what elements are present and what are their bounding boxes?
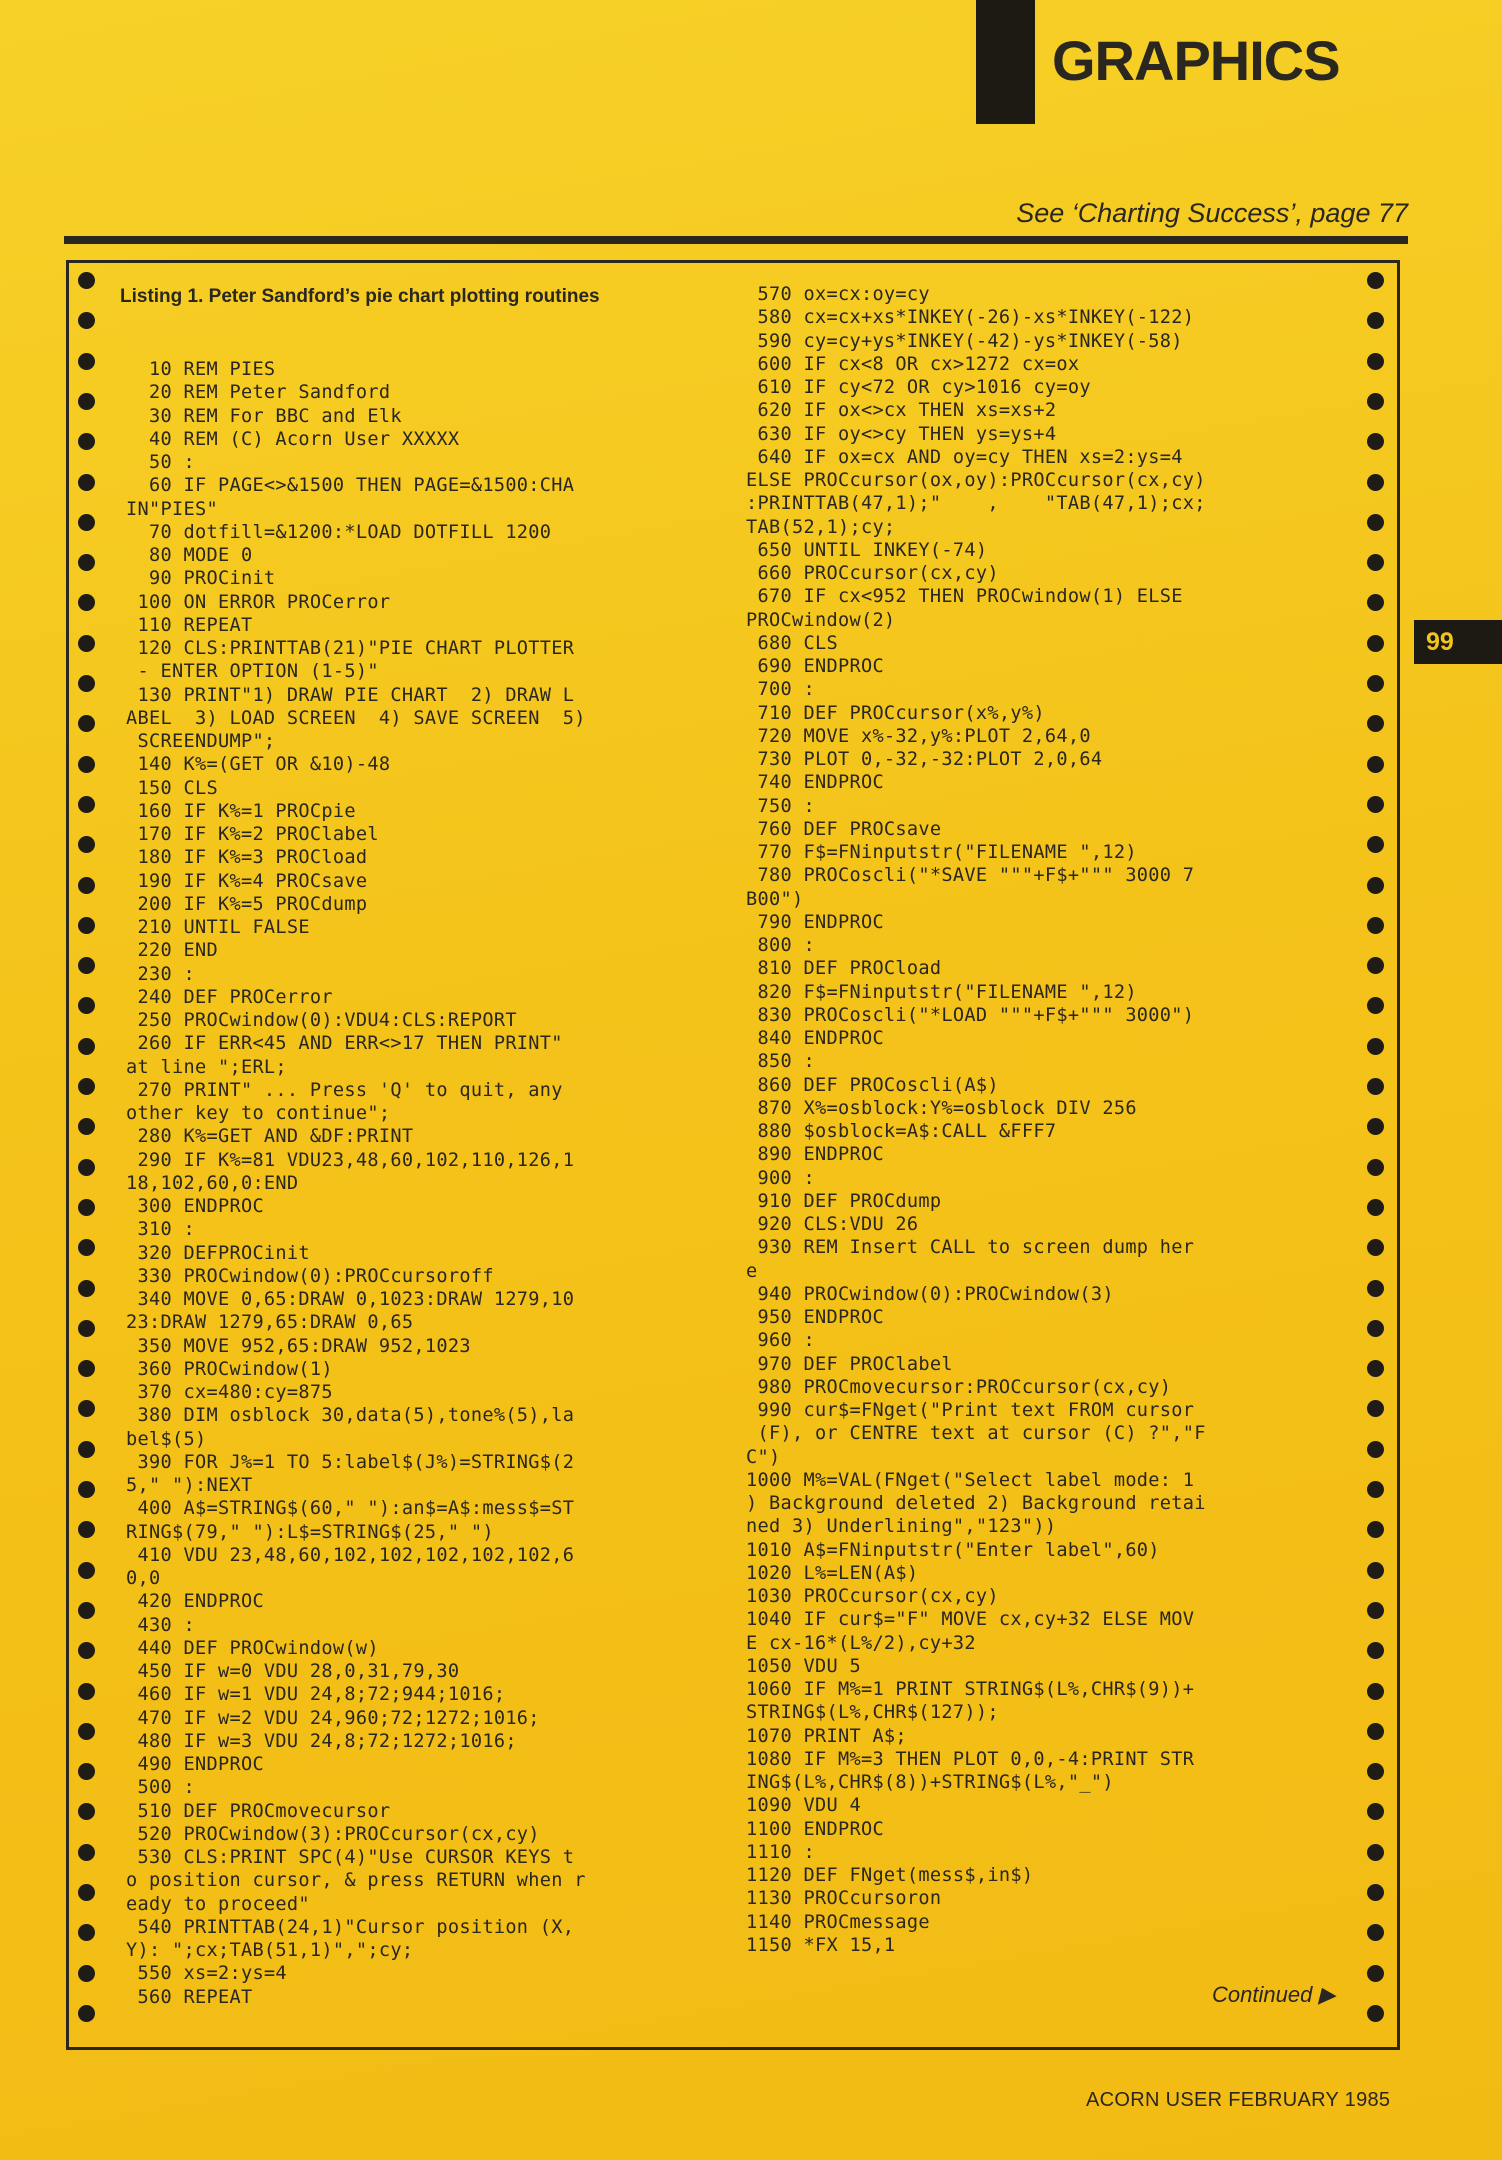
code-line: 70 dotfill=&1200:*LOAD DOTFILL 1200	[126, 521, 552, 543]
code-line: 910 DEF PROCdump	[746, 1190, 942, 1212]
code-line: 120 CLS:PRINTTAB(21)"PIE CHART PLOTTER	[126, 638, 575, 659]
code-line: 900 :	[746, 1167, 815, 1189]
code-line: IN"PIES"	[126, 498, 218, 520]
code-line: 90 PROCinit	[126, 568, 276, 590]
sprocket-hole	[1367, 997, 1384, 1014]
code-line: 1010 A$=FNinputstr("Enter label",60)	[746, 1539, 1160, 1561]
sprocket-hole	[1367, 1481, 1384, 1498]
code-line: 100 ON ERROR PROCerror	[126, 591, 391, 613]
sprocket-hole	[78, 715, 95, 732]
sprocket-hole	[78, 594, 95, 611]
code-line: 700 :	[746, 679, 815, 701]
listing-title: Listing 1. Peter Sandford’s pie chart plotting routines	[120, 286, 600, 307]
code-line: PROCwindow(2)	[746, 609, 896, 631]
code-line: 30 REM For BBC and Elk	[126, 405, 402, 427]
code-line: 860 DEF PROCoscli(A$)	[746, 1074, 999, 1096]
sprocket-hole	[1367, 1884, 1384, 1901]
code-line: bel$(5)	[126, 1428, 207, 1450]
code-line: 23:DRAW 1279,65:DRAW 0,65	[126, 1312, 414, 1334]
sprocket-hole	[1367, 1763, 1384, 1780]
code-line: (F), or CENTRE text at cursor (C) ?","F	[746, 1423, 1206, 1445]
sprocket-hole	[78, 1562, 95, 1579]
code-column-right	[746, 283, 1318, 1957]
page-number-tab: 99	[1414, 620, 1502, 664]
sprocket-hole	[78, 1602, 95, 1619]
code-line: 480 IF w=3 VDU 24,8;72;1272;1016;	[126, 1730, 517, 1752]
code-line: 1090 VDU 4	[746, 1795, 861, 1817]
sprocket-hole	[78, 675, 95, 692]
code-line: ABEL 3) LOAD SCREEN 4) SAVE SCREEN 5)	[126, 707, 586, 729]
code-line: 600 IF cx<8 OR cx>1272 cx=ox	[746, 353, 1080, 375]
code-line: 380 DIM osblock 30,data(5),tone%(5),la	[126, 1405, 575, 1427]
code-line: ELSE PROCcursor(ox,oy):PROCcursor(cx,cy)	[746, 470, 1206, 491]
sprocket-hole	[78, 1763, 95, 1780]
code-line: 390 FOR J%=1 TO 5:label$(J%)=STRING$(2	[126, 1451, 575, 1473]
sprocket-hole	[1367, 917, 1384, 934]
code-line: 1110 :	[746, 1841, 815, 1863]
code-line: 680 CLS	[746, 632, 838, 654]
code-line: 18,102,60,0:END	[126, 1172, 299, 1194]
code-line: 310 :	[126, 1219, 195, 1241]
sprocket-hole	[1367, 272, 1384, 289]
code-line: E cx-16*(L%/2),cy+32	[746, 1632, 976, 1654]
sprocket-hole	[78, 474, 95, 491]
code-line: 370 cx=480:cy=875	[126, 1382, 333, 1403]
code-line: 1060 IF M%=1 PRINT STRING$(L%,CHR$(9))+	[746, 1679, 1195, 1700]
sprocket-hole	[1367, 1078, 1384, 1095]
code-line: 770 F$=FNinputstr("FILENAME ",12)	[746, 842, 1137, 863]
section-title: GRAPHICS	[1052, 29, 1340, 92]
code-line: 830 PROCoscli("*LOAD """+F$+""" 3000")	[746, 1004, 1195, 1026]
sprocket-hole	[78, 272, 95, 289]
sprocket-hole	[78, 1965, 95, 1982]
code-line: C")	[746, 1446, 781, 1468]
sprocket-hole	[78, 756, 95, 773]
code-line: 300 ENDPROC	[126, 1196, 264, 1217]
sprocket-hole	[1367, 1965, 1384, 1982]
continued-label: Continued ▶	[1212, 1982, 1336, 2007]
section-header-bar	[976, 0, 1035, 124]
sprocket-hole	[1367, 836, 1384, 853]
sprocket-hole	[1367, 1521, 1384, 1538]
sprocket-hole	[78, 1360, 95, 1377]
code-line: 40 REM (C) Acorn User XXXXX	[126, 428, 460, 450]
sprocket-hole	[78, 1118, 95, 1135]
code-line: :PRINTTAB(47,1);" , "TAB(47,1);cx;	[746, 493, 1206, 515]
code-line: o position cursor, & press RETURN when r	[126, 1870, 586, 1892]
sprocket-hole	[1367, 1642, 1384, 1659]
sprocket-hole	[78, 514, 95, 531]
code-line: 780 PROCoscli("*SAVE """+F$+""" 3000 7	[746, 865, 1195, 887]
code-line: 870 X%=osblock:Y%=osblock DIV 256	[746, 1097, 1137, 1119]
code-line: 690 ENDPROC	[746, 656, 884, 677]
code-line: 1130 PROCcursoron	[746, 1888, 942, 1910]
code-line: 710 DEF PROCcursor(x%,y%)	[746, 702, 1045, 724]
sprocket-hole	[78, 836, 95, 853]
sprocket-hole	[78, 1199, 95, 1216]
code-line: 1070 PRINT A$;	[746, 1725, 907, 1747]
code-line: 580 cx=cx+xs*INKEY(-26)-xs*INKEY(-122)	[746, 307, 1195, 329]
code-line: 550 xs=2:ys=4	[126, 1963, 287, 1985]
code-line: 670 IF cx<952 THEN PROCwindow(1) ELSE	[746, 586, 1183, 608]
code-line: 1080 IF M%=3 THEN PLOT 0,0,-4:PRINT STR	[746, 1748, 1195, 1770]
sprocket-hole	[1367, 1320, 1384, 1337]
sprocket-hole	[1367, 1280, 1384, 1297]
code-line: 240 DEF PROCerror	[126, 986, 333, 1008]
code-line: 470 IF w=2 VDU 24,960;72;1272;1016;	[126, 1707, 540, 1729]
page-footer: ACORN USER FEBRUARY 1985	[1086, 2089, 1391, 2111]
code-line: 1030 PROCcursor(cx,cy)	[746, 1586, 999, 1607]
code-line: 200 IF K%=5 PROCdump	[126, 893, 368, 915]
sprocket-hole	[78, 433, 95, 450]
code-line: eady to proceed"	[126, 1893, 310, 1915]
right-sprocket-holes	[1367, 262, 1387, 2048]
sprocket-hole	[1367, 474, 1384, 491]
code-line: 60 IF PAGE<>&1500 THEN PAGE=&1500:CHA	[126, 475, 575, 497]
code-line: 840 ENDPROC	[746, 1028, 884, 1049]
code-line: 1100 ENDPROC	[746, 1818, 884, 1840]
code-line: 520 PROCwindow(3):PROCcursor(cx,cy)	[126, 1823, 540, 1845]
code-line: 940 PROCwindow(0):PROCwindow(3)	[746, 1283, 1114, 1305]
sprocket-hole	[78, 1683, 95, 1700]
code-line: 720 MOVE x%-32,y%:PLOT 2,64,0	[746, 725, 1091, 747]
sprocket-hole	[1367, 1562, 1384, 1579]
sprocket-hole	[78, 1844, 95, 1861]
left-sprocket-holes	[78, 262, 98, 2048]
sprocket-hole	[1367, 1360, 1384, 1377]
sprocket-hole	[78, 1441, 95, 1458]
sprocket-hole	[1367, 756, 1384, 773]
sprocket-hole	[78, 1924, 95, 1941]
code-line: 560 REPEAT	[126, 1986, 253, 2008]
code-line: 650 UNTIL INKEY(-74)	[746, 539, 988, 561]
sprocket-hole	[78, 1078, 95, 1095]
sprocket-hole	[78, 554, 95, 571]
code-line: 1020 L%=LEN(A$)	[746, 1562, 919, 1584]
code-line: 80 MODE 0	[126, 545, 253, 566]
code-line: 110 REPEAT	[126, 614, 253, 636]
sprocket-hole	[78, 1723, 95, 1740]
code-line: B00")	[746, 888, 804, 910]
sprocket-hole	[78, 393, 95, 410]
code-line: 10 REM PIES	[126, 359, 276, 380]
sprocket-hole	[1367, 554, 1384, 571]
code-line: ) Background deleted 2) Background retai	[746, 1493, 1206, 1514]
code-line: 0,0	[126, 1568, 161, 1589]
sprocket-hole	[1367, 1441, 1384, 1458]
code-line: 920 CLS:VDU 26	[746, 1214, 919, 1235]
sprocket-hole	[1367, 1683, 1384, 1700]
code-line: 320 DEFPROCinit	[126, 1242, 310, 1264]
sprocket-hole	[78, 877, 95, 894]
sprocket-hole	[1367, 312, 1384, 329]
sprocket-hole	[78, 1320, 95, 1337]
sprocket-hole	[78, 1803, 95, 1820]
sprocket-hole	[78, 796, 95, 813]
header-rule	[64, 236, 1408, 244]
code-line: STRING$(L%,CHR$(127));	[746, 1702, 999, 1724]
sprocket-hole	[78, 1159, 95, 1176]
code-line: 1150 *FX 15,1	[746, 1934, 896, 1956]
sprocket-hole	[1367, 1844, 1384, 1861]
sprocket-hole	[78, 1481, 95, 1498]
sprocket-hole	[78, 312, 95, 329]
sprocket-hole	[1367, 393, 1384, 410]
sprocket-hole	[78, 957, 95, 974]
code-line: 800 :	[746, 935, 815, 956]
code-line: 960 :	[746, 1330, 815, 1352]
code-line: 540 PRINTTAB(24,1)"Cursor position (X,	[126, 1916, 575, 1938]
sprocket-hole	[78, 1280, 95, 1297]
code-line: Y): ";cx;TAB(51,1)",";cy;	[126, 1940, 414, 1961]
code-line: - ENTER OPTION (1-5)"	[126, 661, 379, 683]
code-column-left	[126, 358, 686, 2009]
code-line: 280 K%=GET AND &DF:PRINT	[126, 1126, 414, 1148]
code-line: 730 PLOT 0,-32,-32:PLOT 2,0,64	[746, 749, 1103, 770]
code-line: 500 :	[126, 1777, 195, 1799]
code-line: e	[746, 1260, 758, 1282]
code-line: 590 cy=cy+ys*INKEY(-42)-ys*INKEY(-58)	[746, 330, 1183, 352]
sprocket-hole	[1367, 1239, 1384, 1256]
code-line: 400 A$=STRING$(60," "):an$=A$:mess$=ST	[126, 1498, 575, 1520]
code-line: 660 PROCcursor(cx,cy)	[746, 563, 999, 584]
sprocket-hole	[1367, 594, 1384, 611]
code-line: 270 PRINT" ... Press 'Q' to quit, any	[126, 1079, 563, 1101]
code-line: 420 ENDPROC	[126, 1591, 264, 1613]
sprocket-hole	[1367, 1038, 1384, 1055]
code-line: 440 DEF PROCwindow(w)	[126, 1637, 379, 1659]
code-line: 220 END	[126, 940, 218, 962]
code-line: 890 ENDPROC	[746, 1144, 884, 1166]
code-line: 980 PROCmovecursor:PROCcursor(cx,cy)	[746, 1376, 1172, 1398]
code-line: 640 IF ox=cx AND oy=cy THEN xs=2:ys=4	[746, 446, 1183, 468]
sprocket-hole	[1367, 1118, 1384, 1135]
code-line: 5," "):NEXT	[126, 1475, 253, 1496]
sprocket-hole	[1367, 433, 1384, 450]
code-line: 290 IF K%=81 VDU23,48,60,102,110,126,1	[126, 1149, 575, 1171]
code-line: 130 PRINT"1) DRAW PIE CHART 2) DRAW L	[126, 684, 575, 706]
sprocket-hole	[1367, 1602, 1384, 1619]
code-line: 880 $osblock=A$:CALL &FFF7	[746, 1121, 1057, 1142]
code-line: 740 ENDPROC	[746, 772, 884, 794]
cross-reference: See ‘Charting Success’, page 77	[1016, 198, 1408, 228]
code-line: 340 MOVE 0,65:DRAW 0,1023:DRAW 1279,10	[126, 1289, 575, 1310]
sprocket-hole	[78, 1239, 95, 1256]
code-line: at line ";ERL;	[126, 1056, 287, 1078]
sprocket-hole	[78, 1642, 95, 1659]
code-line: 630 IF oy<>cy THEN ys=ys+4	[746, 423, 1057, 445]
code-line: 360 PROCwindow(1)	[126, 1358, 333, 1380]
sprocket-hole	[1367, 796, 1384, 813]
code-line: 970 DEF PROClabel	[746, 1353, 953, 1375]
code-line: 610 IF cy<72 OR cy>1016 cy=oy	[746, 377, 1091, 398]
sprocket-hole	[78, 2005, 95, 2022]
sprocket-hole	[1367, 353, 1384, 370]
sprocket-hole	[1367, 957, 1384, 974]
code-line: 410 VDU 23,48,60,102,102,102,102,102,6	[126, 1544, 575, 1566]
code-line: 620 IF ox<>cx THEN xs=xs+2	[746, 400, 1057, 422]
code-line: 50 :	[126, 452, 195, 473]
code-line: 760 DEF PROCsave	[746, 818, 942, 840]
sprocket-hole	[1367, 1400, 1384, 1417]
code-line: 530 CLS:PRINT SPC(4)"Use CURSOR KEYS t	[126, 1847, 575, 1868]
code-line: 570 ox=cx:oy=cy	[746, 284, 930, 305]
code-line: 850 :	[746, 1051, 815, 1073]
code-line: TAB(52,1);cy;	[746, 516, 896, 538]
code-line: 430 :	[126, 1614, 195, 1636]
code-line: 450 IF w=0 VDU 28,0,31,79,30	[126, 1661, 460, 1682]
sprocket-hole	[78, 635, 95, 652]
code-line: 160 IF K%=1 PROCpie	[126, 800, 356, 822]
code-line: 790 ENDPROC	[746, 911, 884, 933]
sprocket-hole	[1367, 1924, 1384, 1941]
code-line: 1120 DEF FNget(mess$,in$)	[746, 1865, 1034, 1886]
code-line: 20 REM Peter Sandford	[126, 382, 391, 404]
code-line: 930 REM Insert CALL to screen dump her	[746, 1237, 1195, 1259]
code-line: 820 F$=FNinputstr("FILENAME ",12)	[746, 981, 1137, 1003]
code-line: 140 K%=(GET OR &10)-48	[126, 754, 391, 776]
code-line: 230 :	[126, 963, 195, 985]
sprocket-hole	[1367, 675, 1384, 692]
code-line: 810 DEF PROCload	[746, 958, 942, 980]
code-line: 1140 PROCmessage	[746, 1911, 930, 1933]
sprocket-hole	[78, 353, 95, 370]
code-line: ned 3) Underlining","123"))	[746, 1516, 1057, 1538]
code-line: 950 ENDPROC	[746, 1307, 884, 1328]
sprocket-hole	[78, 1521, 95, 1538]
sprocket-hole	[1367, 1159, 1384, 1176]
code-line: other key to continue";	[126, 1103, 391, 1124]
code-line: 180 IF K%=3 PROCload	[126, 847, 368, 869]
sprocket-hole	[1367, 715, 1384, 732]
code-line: SCREENDUMP";	[126, 731, 276, 752]
sprocket-hole	[1367, 1199, 1384, 1216]
code-line: 260 IF ERR<45 AND ERR<>17 THEN PRINT"	[126, 1033, 563, 1055]
sprocket-hole	[78, 917, 95, 934]
sprocket-hole	[78, 1038, 95, 1055]
code-line: 170 IF K%=2 PROClabel	[126, 824, 379, 845]
code-line: 150 CLS	[126, 777, 218, 799]
code-line: 510 DEF PROCmovecursor	[126, 1800, 391, 1822]
code-line: 750 :	[746, 795, 815, 817]
code-line: 1040 IF cur$="F" MOVE cx,cy+32 ELSE MOV	[746, 1609, 1195, 1631]
code-line: 330 PROCwindow(0):PROCcursoroff	[126, 1265, 494, 1287]
code-line: ING$(L%,CHR$(8))+STRING$(L%,"_")	[746, 1772, 1114, 1793]
sprocket-hole	[1367, 2005, 1384, 2022]
sprocket-hole	[1367, 877, 1384, 894]
code-line: RING$(79," "):L$=STRING$(25," ")	[126, 1521, 494, 1543]
code-line: 190 IF K%=4 PROCsave	[126, 870, 368, 892]
code-line: 250 PROCwindow(0):VDU4:CLS:REPORT	[126, 1010, 517, 1031]
code-line: 350 MOVE 952,65:DRAW 952,1023	[126, 1335, 471, 1357]
sprocket-hole	[78, 997, 95, 1014]
sprocket-hole	[1367, 635, 1384, 652]
sprocket-hole	[1367, 1723, 1384, 1740]
sprocket-hole	[78, 1400, 95, 1417]
code-line: 1050 VDU 5	[746, 1655, 861, 1677]
code-line: 490 ENDPROC	[126, 1754, 264, 1775]
sprocket-hole	[1367, 1803, 1384, 1820]
sprocket-hole	[78, 1884, 95, 1901]
code-line: 210 UNTIL FALSE	[126, 917, 310, 938]
code-line: 1000 M%=VAL(FNget("Select label mode: 1	[746, 1469, 1195, 1491]
code-line: 460 IF w=1 VDU 24,8;72;944;1016;	[126, 1684, 506, 1706]
code-line: 990 cur$=FNget("Print text FROM cursor	[746, 1400, 1195, 1421]
sprocket-hole	[1367, 514, 1384, 531]
